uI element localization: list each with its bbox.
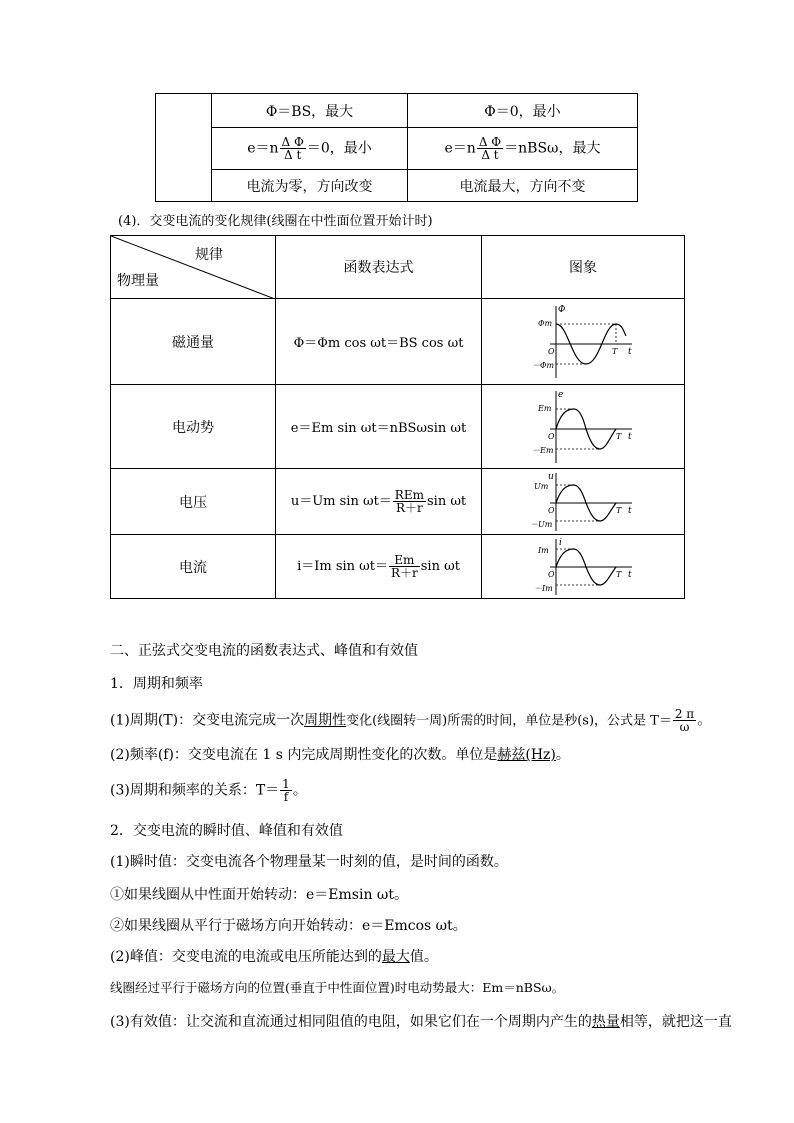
row-name-current: 电流 bbox=[111, 535, 276, 599]
period-label: T bbox=[616, 505, 622, 515]
header-graph: 图象 bbox=[482, 236, 685, 299]
axis-t-label: t bbox=[628, 431, 632, 442]
fraction bbox=[389, 554, 420, 579]
emf-prefix: e＝n bbox=[247, 140, 279, 157]
text: (1)周期(T)：交变电流完成一次 bbox=[110, 712, 305, 729]
corner-top-label: 规律 bbox=[195, 247, 223, 263]
para-relation bbox=[110, 778, 307, 803]
axis-t-label: t bbox=[628, 346, 632, 357]
text: (3)周期和频率的关系：T＝ bbox=[110, 782, 280, 799]
min-label: －Em bbox=[532, 445, 554, 455]
numerator: 1 bbox=[282, 777, 290, 791]
origin-label: O bbox=[548, 431, 555, 441]
axis-t-label: t bbox=[628, 505, 632, 516]
para-frequency bbox=[110, 744, 570, 764]
denominator: Δ t bbox=[481, 148, 499, 162]
fraction bbox=[477, 136, 503, 161]
expr-suffix: sin ωt bbox=[426, 494, 467, 509]
top-table bbox=[155, 93, 638, 202]
underlined-text: 赫兹(Hz) bbox=[497, 747, 556, 763]
sine-graph bbox=[528, 387, 638, 467]
graph-voltage bbox=[482, 469, 685, 535]
denominator: ω bbox=[679, 720, 690, 734]
emf-suffix: ＝0，最小 bbox=[306, 140, 372, 157]
corner-bottom-label: 物理量 bbox=[117, 273, 159, 289]
row-name-voltage: 电压 bbox=[111, 469, 276, 535]
axis-y-label: Φ bbox=[558, 304, 566, 315]
numerator: Em bbox=[389, 554, 420, 567]
row-name-flux: 磁通量 bbox=[111, 299, 276, 385]
max-label: Φm bbox=[538, 318, 553, 328]
para-effective bbox=[110, 1011, 732, 1031]
cell-flux-min: Φ＝0，最小 bbox=[408, 94, 638, 128]
text: 值。 bbox=[409, 949, 438, 965]
underlined-text: 周期性 bbox=[304, 712, 347, 729]
expr-current bbox=[276, 535, 482, 599]
text: (2)频率(f)：交变电流在 1 s 内完成周期性变化的次数。单位是 bbox=[110, 747, 498, 763]
cell-flux-max: Φ＝BS，最大 bbox=[212, 94, 408, 128]
cell-current-max: 电流最大，方向不变 bbox=[408, 170, 638, 202]
min-label: －Um bbox=[530, 519, 553, 529]
max-label: Im bbox=[538, 545, 549, 555]
axis-y-label: u bbox=[548, 471, 554, 482]
origin-label: O bbox=[548, 505, 555, 515]
row-name-emf: 电动势 bbox=[111, 385, 276, 469]
expr-prefix: u＝Um sin ωt＝ bbox=[290, 494, 392, 509]
period-label: T bbox=[612, 346, 618, 356]
header-expr: 函数表达式 bbox=[276, 236, 482, 299]
main-table bbox=[110, 235, 685, 599]
max-label: Um bbox=[534, 481, 549, 491]
sine-graph bbox=[528, 471, 638, 533]
cosine-graph bbox=[528, 302, 638, 382]
para-parallel-start: ②如果线圈从平行于磁场方向开始转动：e＝Emcos ωt。 bbox=[110, 918, 467, 934]
denominator: Δ t bbox=[284, 148, 302, 162]
section4-title: (4)．交变电流的变化规律(线圈在中性面位置开始计时) bbox=[118, 214, 433, 229]
fraction bbox=[393, 489, 426, 514]
expr-voltage bbox=[276, 469, 482, 535]
emf-suffix: ＝nBSω，最大 bbox=[504, 140, 601, 157]
emf-prefix: e＝n bbox=[444, 140, 476, 157]
cell-current-zero: 电流为零，方向改变 bbox=[212, 170, 408, 202]
para-instantaneous: (1)瞬时值：交变电流各个物理量某一时刻的值，是时间的函数。 bbox=[110, 854, 508, 870]
axis-y-label: i bbox=[559, 537, 562, 548]
denominator: R＋r bbox=[390, 566, 418, 580]
para-period bbox=[110, 708, 711, 733]
sine-graph bbox=[528, 537, 638, 597]
graph-current bbox=[482, 535, 685, 599]
expr-flux: Φ＝Φm cos ωt＝BS cos ωt bbox=[276, 299, 482, 385]
corner-header bbox=[111, 236, 276, 299]
subsection1-title: 1．周期和频率 bbox=[110, 676, 203, 692]
section2-title: 二、正弦式交变电流的函数表达式、峰值和有效值 bbox=[110, 643, 418, 659]
numerator: 2 π bbox=[674, 707, 695, 721]
text: 。 bbox=[555, 747, 570, 763]
origin-label: O bbox=[548, 346, 555, 356]
para-peak bbox=[110, 946, 438, 966]
origin-label: O bbox=[548, 569, 555, 579]
para-peak-note: 线圈经过平行于磁场方向的位置(垂直于中性面位置)时电动势最大：Em＝nBSω。 bbox=[110, 980, 565, 995]
text: (2)峰值：交变电流的电流或电压所能达到的 bbox=[110, 949, 382, 965]
axis-y-label: e bbox=[558, 389, 564, 400]
graph-emf bbox=[482, 385, 685, 469]
axis-t-label: t bbox=[628, 569, 632, 580]
expr-prefix: i＝Im sin ωt＝ bbox=[297, 559, 388, 574]
cell-emf-zero bbox=[212, 128, 408, 170]
graph-flux bbox=[482, 299, 685, 385]
text: 相等，就把这一直 bbox=[619, 1014, 732, 1030]
underlined-text: 热量 bbox=[591, 1014, 620, 1030]
fraction bbox=[673, 708, 696, 733]
numerator: Δ Φ bbox=[478, 135, 502, 149]
blank-cell bbox=[156, 94, 212, 202]
min-label: －Φm bbox=[532, 360, 555, 370]
para-neutral-start: ①如果线圈从中性面开始转动：e＝Emsin ωt。 bbox=[110, 887, 408, 903]
denominator: f bbox=[283, 790, 289, 804]
denominator: R＋r bbox=[396, 501, 423, 515]
text: 。 bbox=[697, 712, 712, 729]
fraction bbox=[280, 778, 292, 803]
numerator: REm bbox=[394, 488, 424, 502]
max-label: Em bbox=[538, 403, 552, 413]
text: 。 bbox=[292, 782, 307, 799]
text: 变化(线圈转一周)所需的时间，单位是秒(s)，公式是 T＝ bbox=[346, 713, 672, 729]
fraction bbox=[280, 136, 306, 161]
period-label: T bbox=[616, 431, 622, 441]
period-label: T bbox=[616, 569, 622, 579]
underlined-text: 最大 bbox=[381, 949, 410, 965]
numerator: Δ Φ bbox=[281, 135, 304, 149]
expr-suffix: sin ωt bbox=[420, 559, 460, 574]
subsection2-title: 2．交变电流的瞬时值、峰值和有效值 bbox=[110, 823, 343, 839]
min-label: －Im bbox=[534, 583, 553, 593]
cell-emf-max bbox=[408, 128, 638, 170]
expr-emf: e＝Em sin ωt＝nBSωsin ωt bbox=[276, 385, 482, 469]
text: (3)有效值：让交流和直流通过相同阻值的电阻，如果它们在一个周期内产生的 bbox=[110, 1014, 592, 1030]
